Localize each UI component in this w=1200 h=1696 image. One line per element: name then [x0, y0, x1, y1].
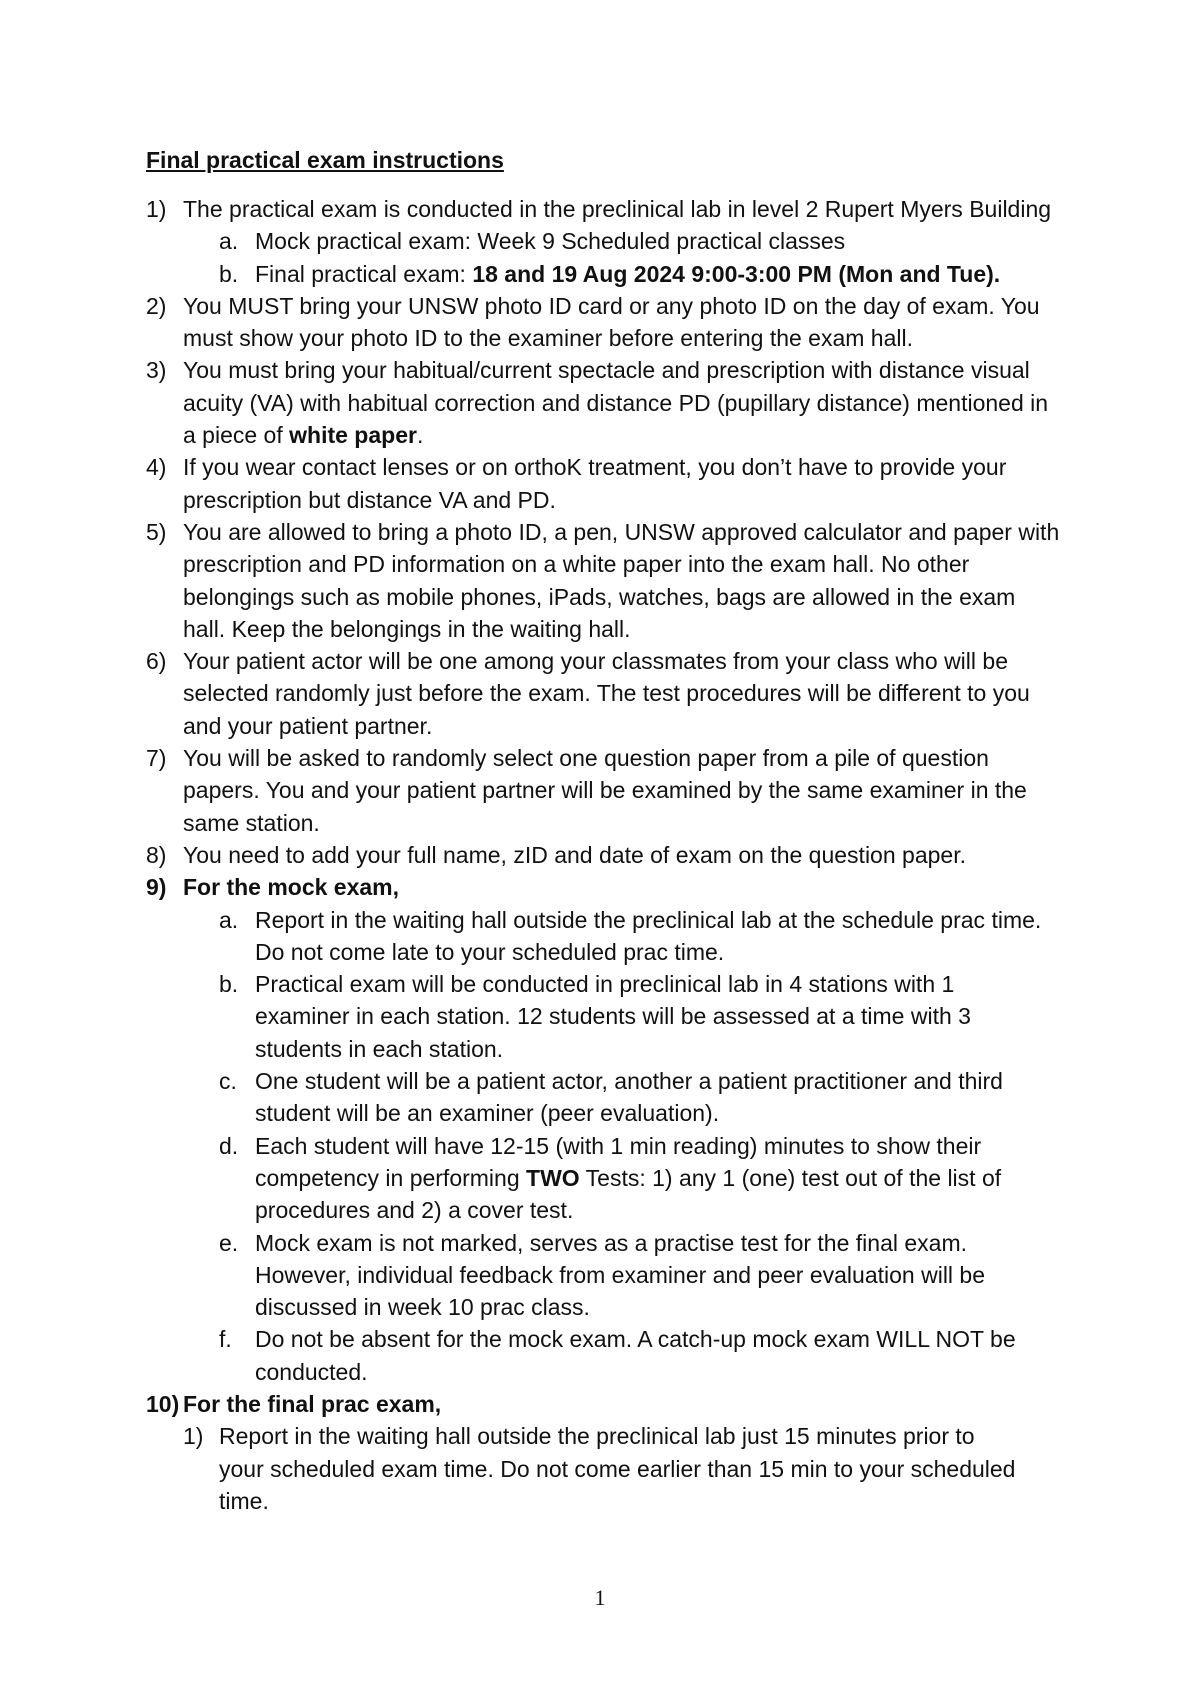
item-text: You need to add your full name, zID and date of exam on the question paper. [183, 841, 966, 868]
sub-item-text: Practical exam will be conducted in preclinical lab in 4 stations with 1 examiner in each station. 12 students will be assessed at a time with 3 students in each station. [255, 971, 971, 1062]
sub-item-1b [0, 258, 1200, 290]
sub-item-label: d. [219, 1132, 239, 1159]
sub-item-1a [0, 225, 1200, 257]
item-text: Your patient actor will be one among your classmates from your class who will be selected randomly just before the exam. The test procedures will be different to you and your patient partner. [183, 648, 1030, 739]
item-text: For the mock exam, [183, 874, 400, 901]
sub-item-text [255, 1130, 1055, 1227]
item-number: 8) [146, 841, 167, 868]
page-number: 1 [594, 1585, 606, 1610]
list-item-7 [0, 742, 1200, 839]
item-text: The practical exam is conducted in the preclinical lab in level 2 Rupert Myers Building [183, 196, 1052, 222]
white-paper-emphasis: white paper [289, 422, 417, 449]
sub-item-10-1 [0, 1420, 1200, 1517]
item-text [183, 354, 1063, 451]
sub-item-9f [0, 1323, 1200, 1388]
sub-item-9d [0, 1130, 1200, 1227]
document-title: Final practical exam instructions [146, 147, 504, 173]
list-item-4 [0, 451, 1200, 516]
item-number: 5) [146, 518, 167, 545]
sub-item-9c [0, 1065, 1200, 1130]
item-text-part: You must bring your habitual/current spectacle and prescription with distance visual acuity (VA) with habitual correction and distance PD (pupillary distance) mentioned in a piece of [183, 357, 1049, 449]
sub-item-text-part: Each student will have 12-15 (with 1 min reading) minutes to show their competency in performing [255, 1132, 982, 1191]
sub-item-label: f. [219, 1326, 232, 1353]
sub-item-9b [0, 968, 1200, 1065]
item-number: 4) [146, 454, 167, 481]
sub-item-label: c. [219, 1068, 237, 1095]
two-tests-emphasis: TWO [526, 1164, 580, 1191]
list-item-2 [0, 290, 1200, 355]
sub-item-label: e. [219, 1229, 239, 1256]
instruction-list [0, 193, 1200, 1517]
item-number: 7) [146, 745, 167, 772]
sub-item-text [255, 258, 1055, 290]
list-item-3 [0, 354, 1200, 451]
sub-item-text: One student will be a patient actor, another a patient practitioner and third student will be an examiner (peer evaluation). [255, 1068, 1003, 1127]
item-number: 9) [146, 874, 167, 901]
item-text: For the final prac exam, [183, 1390, 442, 1417]
sub-item-9e [0, 1227, 1200, 1324]
sub-item-text-part: Tests: 1) any 1 (one) test out of the list of procedures and 2) a cover test. [255, 1164, 1002, 1224]
item-text: You MUST bring your UNSW photo ID card or any photo ID on the day of exam. You must show your photo ID to the examiner before entering the exam hall. [183, 292, 1040, 352]
item-text: If you wear contact lenses or on orthoK treatment, you don’t have to provide your prescription but distance VA and PD. [183, 454, 1007, 513]
item-number: 2) [146, 292, 167, 319]
sub-item-label: a. [219, 228, 239, 255]
sub-item-text: Report in the waiting hall outside the preclinical lab at the schedule prac time. Do not come late to your scheduled prac time. [255, 906, 1042, 965]
item-number: 1) [146, 196, 167, 222]
exam-date-emphasis: 18 and 19 Aug 2024 9:00-3:00 PM (Mon and Tue). [472, 260, 1001, 287]
sub-item-text-part: Final practical exam: [255, 260, 473, 287]
sub-item-label: b. [219, 971, 239, 998]
list-item-9 [0, 871, 1200, 903]
list-item-1 [0, 193, 1200, 225]
sub-item-text: Report in the waiting hall outside the preclinical lab just 15 minutes prior to your scheduled exam time. Do not come earlier than 15 min to your scheduled time. [219, 1423, 1016, 1514]
sub-item-label: 1) [183, 1423, 204, 1450]
list-item-10 [0, 1388, 1200, 1420]
sub-item-label: a. [219, 906, 239, 933]
item-text-part: . [416, 422, 424, 449]
sub-item-label: b. [219, 260, 239, 287]
list-item-8 [0, 839, 1200, 871]
item-text: You will be asked to randomly select one question paper from a pile of question papers. You and your patient partner will be examined by the same examiner in the same station. [183, 745, 1027, 836]
item-number: 6) [146, 648, 167, 675]
item-number: 10) [146, 1390, 180, 1417]
item-text: You are allowed to bring a photo ID, a pen, UNSW approved calculator and paper with prescription and PD information on a white paper into the exam hall. No other belongings such as mobile phones, iPads, watches, bags are allowed in the exam hall. Keep the belongings in the waiting hall. [183, 518, 1060, 642]
list-item-5 [0, 516, 1200, 645]
sub-item-text: Do not be absent for the mock exam. A catch-up mock exam WILL NOT be conducted. [255, 1326, 1016, 1385]
sub-item-text: Mock practical exam: Week 9 Scheduled practical classes [255, 228, 846, 255]
list-item-6 [0, 645, 1200, 742]
item-number: 3) [146, 357, 167, 384]
sub-item-9a [0, 904, 1200, 969]
sub-item-text: Mock exam is not marked, serves as a practise test for the final exam. However, individual feedback from examiner and peer evaluation will be discussed in week 10 prac class. [255, 1229, 986, 1321]
